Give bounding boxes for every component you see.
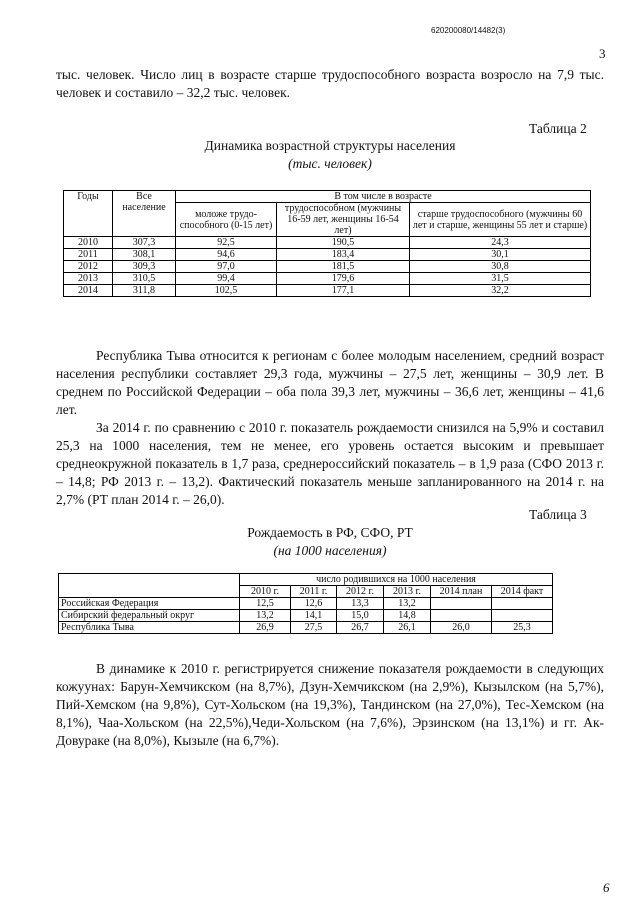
cell-working: 177,1 — [277, 285, 410, 297]
table-row — [59, 598, 553, 610]
cell-value — [492, 610, 553, 622]
cell-young: 94,6 — [176, 249, 277, 261]
cell-total: 309,3 — [113, 261, 176, 273]
header-year-2013: 2013 г. — [384, 586, 431, 598]
cell-value: 14,8 — [384, 610, 431, 622]
table-3-title: Рождаемость в РФ, СФО, РТ — [247, 525, 413, 540]
age-structure-table — [63, 190, 591, 297]
cell-working: 190,5 — [277, 237, 410, 249]
cell-young: 92,5 — [176, 237, 277, 249]
paragraph-1: тыс. человек. Число лиц в возрасте старше трудоспособного возраста возросло на 7,9 тыс. человек и составило – 32,2 тыс. человек. — [56, 67, 604, 100]
cell-working: 179,6 — [277, 273, 410, 285]
cell-total: 307,3 — [113, 237, 176, 249]
table-row — [64, 285, 591, 297]
cell-value: 13,3 — [337, 598, 384, 610]
cell-region: Российская Федерация — [59, 598, 240, 610]
header-year-2011: 2011 г. — [291, 586, 337, 598]
table-row — [64, 237, 591, 249]
cell-value — [431, 598, 492, 610]
table-2-label: Таблица 2 — [529, 121, 587, 136]
header-age-group: В том числе в возрасте — [176, 191, 591, 203]
table-row — [59, 622, 553, 634]
table-header-row — [64, 191, 591, 203]
cell-year: 2010 — [64, 237, 113, 249]
cell-working: 181,5 — [277, 261, 410, 273]
cell-value: 15,0 — [337, 610, 384, 622]
table-2-title: Динамика возрастной структуры населения — [204, 138, 456, 153]
table-row — [59, 610, 553, 622]
header-years: Годы — [64, 191, 113, 237]
document-id: 620200080/14482(3) — [431, 26, 506, 35]
cell-value — [492, 598, 553, 610]
table-row — [64, 273, 591, 285]
cell-young: 97,0 — [176, 261, 277, 273]
cell-value: 26,7 — [337, 622, 384, 634]
header-total: Все население — [113, 191, 176, 237]
header-year-2010: 2010 г. — [240, 586, 291, 598]
header-2014-plan: 2014 план — [431, 586, 492, 598]
header-old: старше трудоспособного (мужчины 60 лет и старше, женщины 55 лет и старше) — [410, 203, 591, 237]
cell-old: 30,8 — [410, 261, 591, 273]
cell-value: 25,3 — [492, 622, 553, 634]
header-region — [59, 574, 240, 598]
cell-old: 24,3 — [410, 237, 591, 249]
table-row — [64, 261, 591, 273]
table-row — [64, 249, 591, 261]
cell-value: 12,6 — [291, 598, 337, 610]
cell-year: 2014 — [64, 285, 113, 297]
cell-value: 26,1 — [384, 622, 431, 634]
cell-value: 13,2 — [384, 598, 431, 610]
cell-value: 26,9 — [240, 622, 291, 634]
header-working: трудоспособном (мужчины 16-59 лет, женщины 16-54 лет) — [277, 203, 410, 237]
cell-old: 30,1 — [410, 249, 591, 261]
corner-mark: 6 — [603, 880, 610, 895]
cell-year: 2011 — [64, 249, 113, 261]
cell-year: 2012 — [64, 261, 113, 273]
paragraph-2: Республика Тыва относится к регионам с более молодым населением, средний возраст населения республики составляет 29,3 года, мужчины – 27,5 лет, женщины – 30,9 лет. В среднем по Российской Федерации – оба пола 39,3 лет, мужчины – 36,6 лет, женщины – 41,6 лет. — [56, 348, 604, 417]
birth-rate-table — [58, 573, 553, 634]
cell-old: 31,5 — [410, 273, 591, 285]
cell-region: Республика Тыва — [59, 622, 240, 634]
header-young: моложе трудо-способного (0-15 лет) — [176, 203, 277, 237]
cell-value: 13,2 — [240, 610, 291, 622]
page-number: 3 — [599, 46, 606, 61]
cell-value: 27,5 — [291, 622, 337, 634]
cell-value: 14,1 — [291, 610, 337, 622]
cell-region: Сибирский федеральный округ — [59, 610, 240, 622]
cell-working: 183,4 — [277, 249, 410, 261]
paragraph-4: В динамике к 2010 г. регистрируется снижение показателя рождаемости в следующих кожуунах: Барун-Хемчикском (на 8,7%), Дзун-Хемчикском (на 2,9%), Кызылском (на 5,7%), Пий-Хемском (на 9,8%), Сут-Хольском (на 19,3%), Тандинском (на 27,0%), Тес-Хемском (на 8,1%), Чаа-Хольском (на 22,5%),Чеди-Хольском (на 7,6%), Эрзинском (на 13,1%) и гг. Ак-Довураке (на 8,0%), Кызыле (на 6,7%). — [56, 661, 604, 748]
cell-value: 12,5 — [240, 598, 291, 610]
cell-total: 308,1 — [113, 249, 176, 261]
table-2-subtitle: (тыс. человек) — [288, 156, 372, 171]
cell-young: 102,5 — [176, 285, 277, 297]
table-3-label: Таблица 3 — [529, 507, 587, 522]
cell-value — [431, 610, 492, 622]
header-2014-fact: 2014 факт — [492, 586, 553, 598]
header-year-2012: 2012 г. — [337, 586, 384, 598]
table-3-subtitle: (на 1000 населения) — [273, 543, 387, 558]
cell-young: 99,4 — [176, 273, 277, 285]
paragraph-3: За 2014 г. по сравнению с 2010 г. показатель рождаемости снизился на 5,9% и составил 25,3 на 1000 населения, тем не менее, его уровень остается высоким и превышает среднеокружной показатель в 1,7 раза, среднероссийский показатель – в 1,9 раза (СФО 2013 г. – 14,8; РФ 2013 г. – 13,2). Фактический показатель меньше запланированного на 2014 г. на 2,7% (РТ план 2014 г. – 26,0). — [56, 420, 604, 507]
cell-value: 26,0 — [431, 622, 492, 634]
header-births-group: число родившихся на 1000 населения — [240, 574, 553, 586]
cell-year: 2013 — [64, 273, 113, 285]
cell-total: 310,5 — [113, 273, 176, 285]
cell-old: 32,2 — [410, 285, 591, 297]
table-header-row — [59, 574, 553, 586]
cell-total: 311,8 — [113, 285, 176, 297]
